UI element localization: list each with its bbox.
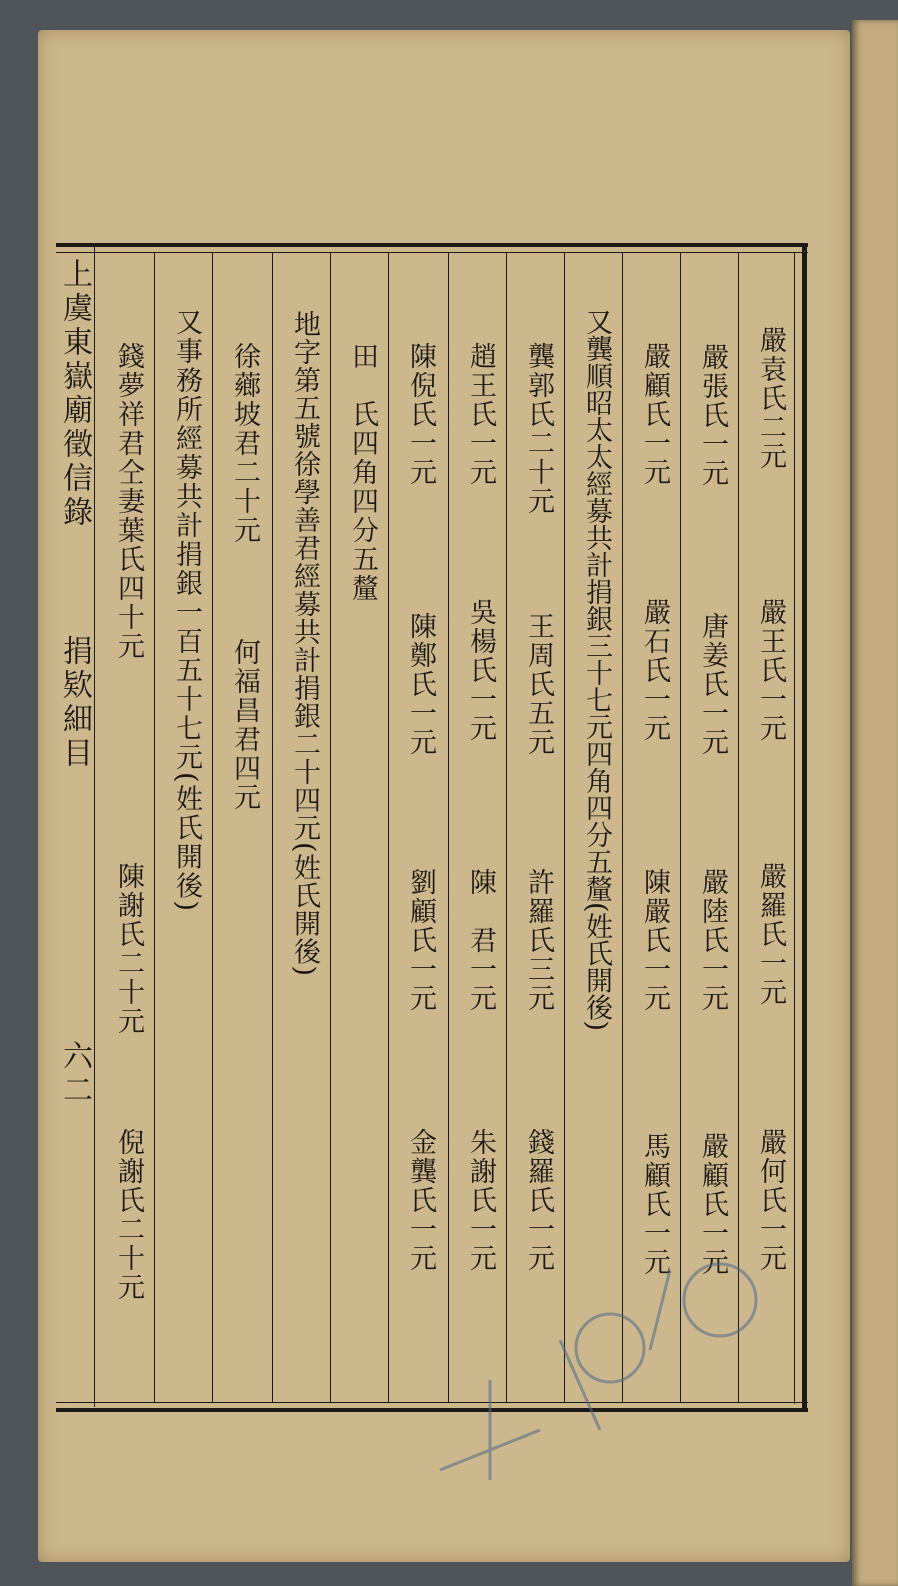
entry-text: 嚴何氏一元 bbox=[755, 1128, 786, 1273]
entry-text: 嚴陸氏一元 bbox=[697, 868, 728, 1013]
top-border-rule-thin bbox=[56, 252, 808, 253]
entry-text: 嚴袁氏二元 bbox=[755, 326, 786, 471]
book-title: 上虞東嶽廟徵信錄 bbox=[57, 258, 92, 530]
entry-text: 嚴張氏一元 bbox=[697, 343, 728, 488]
entry-text: 許羅氏三元 bbox=[523, 868, 554, 1013]
adjacent-page-edge bbox=[852, 20, 898, 1586]
entry-text: 嚴石氏一元 bbox=[639, 598, 670, 743]
top-border-rule bbox=[56, 243, 808, 247]
entry-text: 又事務所經募共計捐銀一百五十七元(姓氏開後) bbox=[171, 308, 202, 914]
entry-text: 陳 君一元 bbox=[465, 868, 496, 1013]
column-divider bbox=[622, 252, 623, 1402]
entry-text: 地字第五號徐學善君經募共計捐銀二十四元(姓氏開後) bbox=[289, 310, 320, 978]
entry-text: 何福昌君四元 bbox=[229, 638, 260, 812]
page-number: 六二 bbox=[57, 1040, 92, 1108]
column-divider bbox=[448, 252, 449, 1402]
entry-text: 趙王氏一元 bbox=[465, 342, 496, 487]
entry-text: 金龔氏一元 bbox=[405, 1128, 436, 1273]
column-divider bbox=[154, 252, 155, 1402]
entry-text: 田 氏四角四分五釐 bbox=[347, 342, 378, 603]
bottom-border-rule bbox=[56, 1408, 808, 1412]
section-title: 捐欵細目 bbox=[57, 635, 92, 771]
column-divider bbox=[506, 252, 507, 1402]
entry-text: 徐薌坡君二十元 bbox=[229, 342, 260, 545]
right-border-rule-thin bbox=[794, 252, 795, 1404]
column-divider bbox=[272, 252, 273, 1402]
column-divider bbox=[680, 252, 681, 1402]
column-divider bbox=[738, 252, 739, 1402]
column-divider bbox=[388, 252, 389, 1402]
bottom-border-rule-thin bbox=[56, 1402, 808, 1403]
right-border-rule bbox=[802, 247, 807, 1412]
entry-text: 錢羅氏一元 bbox=[523, 1128, 554, 1273]
entry-text: 陳嚴氏一元 bbox=[639, 868, 670, 1013]
entry-text: 陳倪氏一元 bbox=[405, 342, 436, 487]
entry-text: 嚴王氏一元 bbox=[755, 598, 786, 743]
entry-text: 朱謝氏一元 bbox=[465, 1128, 496, 1273]
column-divider bbox=[212, 252, 213, 1402]
entry-text: 龔郭氏二十元 bbox=[523, 342, 554, 516]
entry-text: 又龔順昭太太經募共計捐銀三十七元四角四分五釐(姓氏開後) bbox=[581, 308, 612, 1032]
entry-text: 馬顧氏一元 bbox=[639, 1132, 670, 1277]
entry-text: 吳楊氏一元 bbox=[465, 598, 496, 743]
entry-text: 錢夢祥君仝妻葉氏四十元 bbox=[113, 342, 144, 661]
entry-text: 劉顧氏一元 bbox=[405, 868, 436, 1013]
entry-text: 嚴羅氏一元 bbox=[755, 862, 786, 1007]
entry-text: 唐姜氏一元 bbox=[697, 612, 728, 757]
entry-text: 嚴顧氏一元 bbox=[697, 1132, 728, 1277]
entry-text: 陳鄭氏一元 bbox=[405, 612, 436, 757]
entry-text: 嚴顧氏一元 bbox=[639, 342, 670, 487]
book-page bbox=[38, 30, 850, 1562]
column-divider bbox=[330, 252, 331, 1402]
entry-text: 倪謝氏二十元 bbox=[113, 1128, 144, 1302]
entry-text: 陳謝氏二十元 bbox=[113, 862, 144, 1036]
spine-margin-rule bbox=[94, 247, 95, 1407]
entry-text: 王周氏五元 bbox=[523, 612, 554, 757]
column-divider bbox=[564, 252, 565, 1402]
